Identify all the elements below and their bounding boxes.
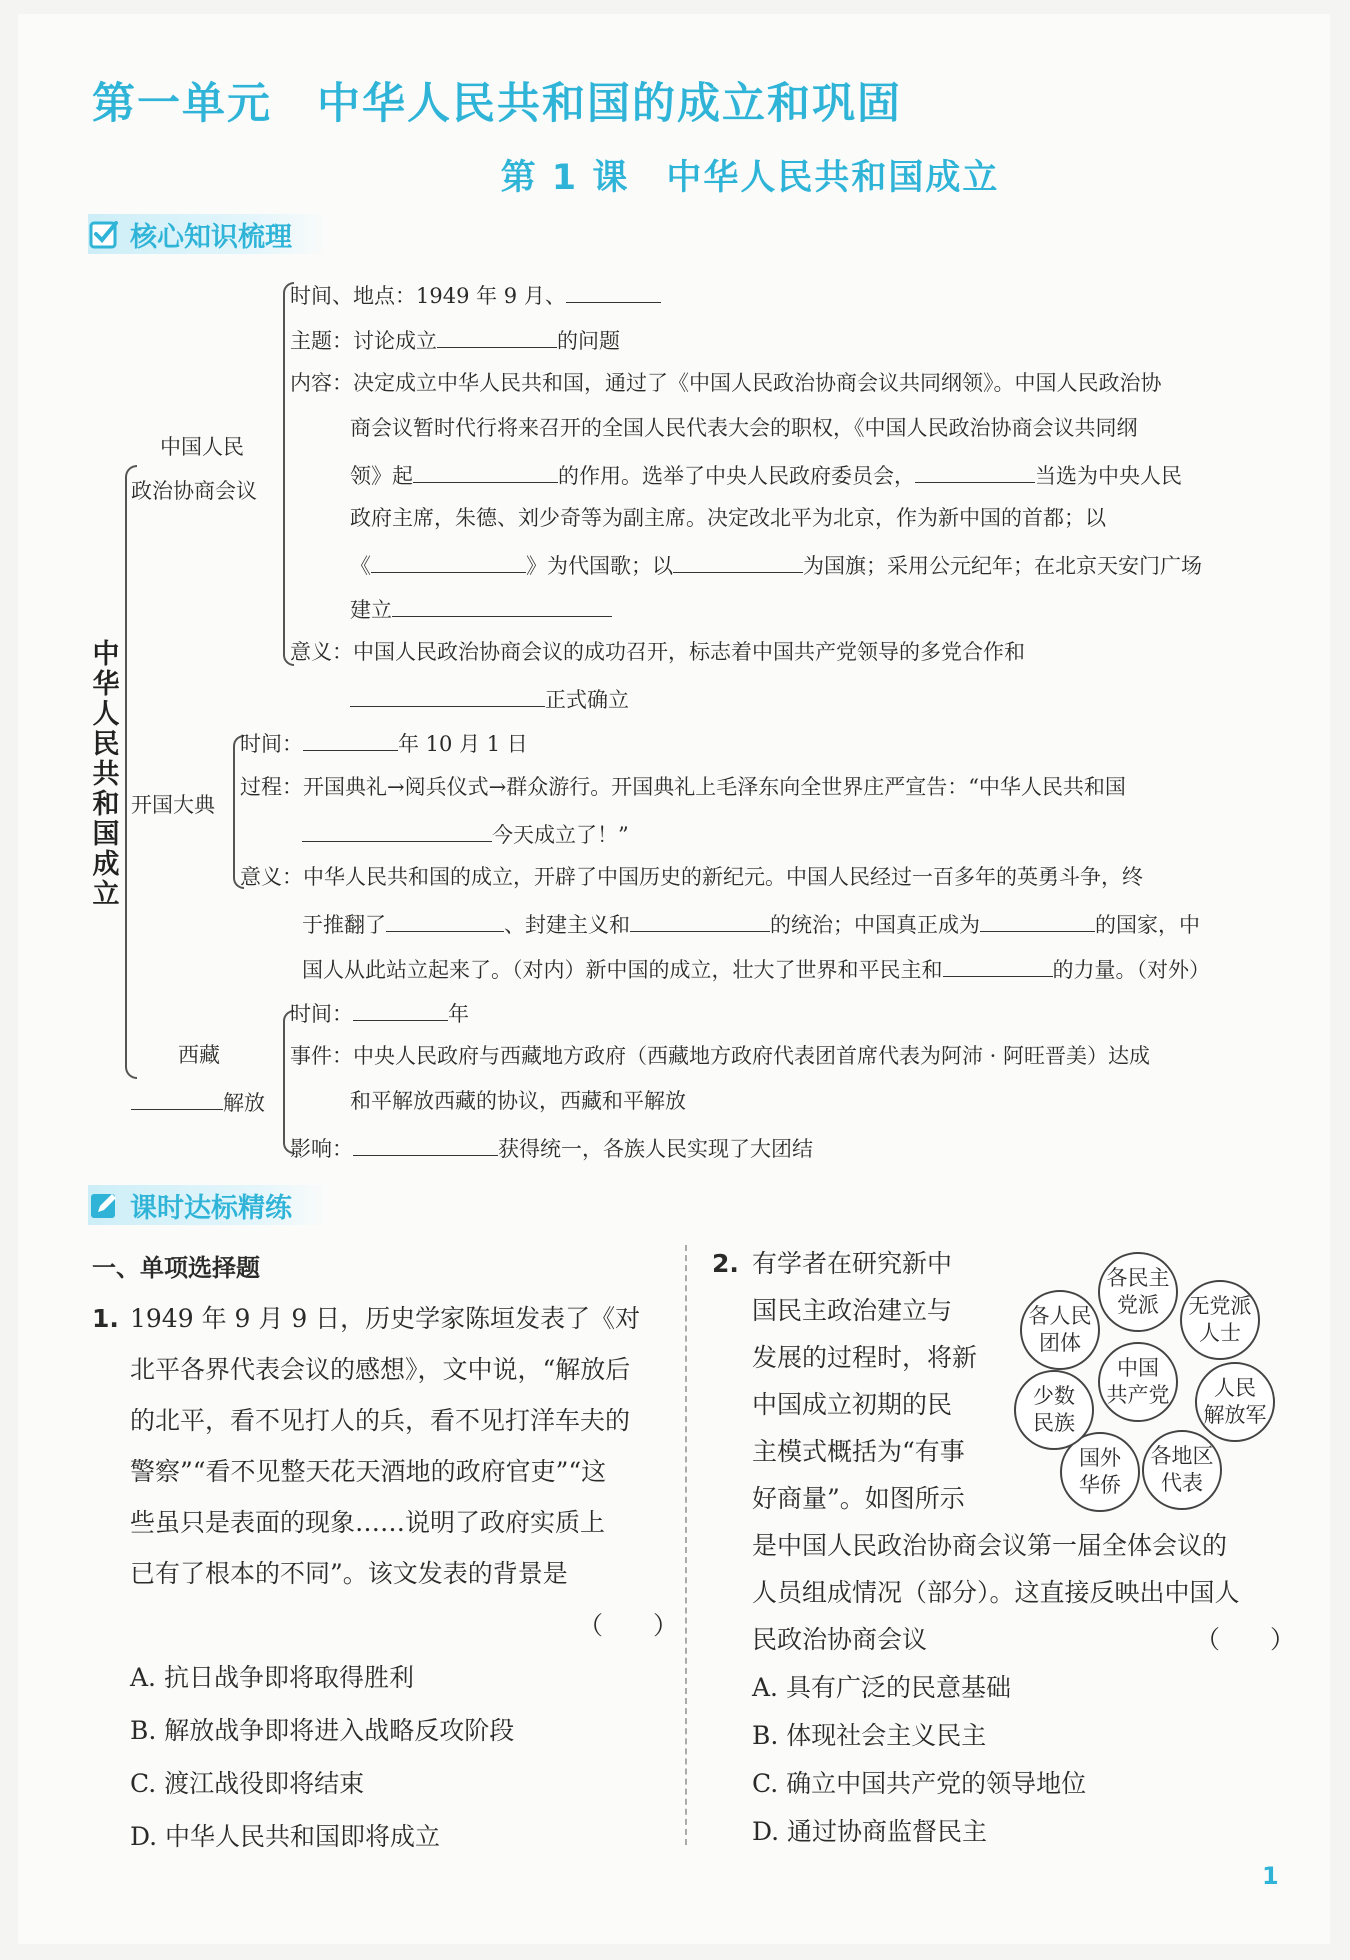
ceremony-process-1: 过程：开国典礼→阅兵仪式→群众游行。开国典礼上毛泽东向全世界庄严宣告：“中华人民共和国 [240, 775, 1126, 799]
cppcc-content-5: 《 》为代国歌；以 为国旗；采用公元纪年；在北京天安门广场 [350, 548, 1202, 581]
q2-stem-narrow: 有学者在研究新中 国民主政治建立与 发展的过程时，将新 中国成立初期的民 主模式概括为“有事 好商量”。如图所示 [752, 1249, 978, 1513]
q1-option-a[interactable]: A. 抗日战争即将取得胜利 [130, 1663, 414, 1692]
checkbox-icon [88, 218, 120, 250]
q1-option-c[interactable]: C. 渡江战役即将结束 [130, 1769, 365, 1798]
node-nonparty: 无党派 人士 [1180, 1280, 1260, 1360]
unit-title: 第一单元 中华人民共和国的成立和巩固 [92, 79, 902, 129]
q2-stem-wide: 是中国人民政治协商会议第一届全体会议的 人员组成情况（部分）。这直接反映出中国人 民政治协商会议 [752, 1531, 1240, 1654]
cppcc-content-3: 领》起 的作用。选举了中央人民政府委员会， 当选为中央人民 [350, 458, 1182, 491]
ceremony-label: 开国大典 [131, 793, 215, 817]
tibet-time: 时间： 年 [290, 996, 469, 1029]
cppcc-meaning-1: 意义：中国人民政治协商会议的成功召开，标志着中国共产党领导的多党合作和 [290, 640, 1025, 664]
q1-answer-paren[interactable]: （ ） [578, 1611, 679, 1640]
pencil-edit-icon [88, 1189, 120, 1221]
cppcc-theme: 主题：讨论成立 的问题 [290, 323, 620, 356]
node-overseas-chinese: 国外 华侨 [1060, 1432, 1140, 1512]
q1-option-d[interactable]: D. 中华人民共和国即将成立 [130, 1822, 441, 1851]
node-regional-reps: 各地区 代表 [1142, 1430, 1222, 1510]
cppcc-content-1: 内容：决定成立中华人民共和国，通过了《中国人民政治协商会议共同纲领》。中国人民政治协 [290, 371, 1162, 395]
ceremony-meaning-3: 国人从此站立起来了。（对内）新中国的成立，壮大了世界和平民主和 的力量。（对外） [302, 952, 1210, 985]
section-label: 核心知识梳理 [130, 221, 292, 253]
q1-number: 1. [92, 1304, 119, 1333]
column-divider [685, 1245, 687, 1845]
cppcc-label-1: 中国人民 [160, 435, 244, 459]
page-number: 1 [1262, 1862, 1279, 1890]
ceremony-process-2: 今天成立了！” [302, 817, 629, 850]
tibet-label-2: 解放 [131, 1085, 265, 1118]
mindmap-root-title: 中华人民共和国成立 [92, 639, 120, 910]
cppcc-meaning-2: 正式确立 [350, 682, 629, 715]
node-pla: 人民 解放军 [1195, 1362, 1275, 1442]
cppcc-content-2: 商会议暂时代行将来召开的全国人民代表大会的职权，《中国人民政治协商会议共同纲 [350, 416, 1138, 440]
q2-number: 2. [712, 1249, 739, 1278]
part-heading: 一、单项选择题 [92, 1254, 260, 1282]
tibet-label-1: 西藏 [178, 1043, 220, 1067]
tibet-event-2: 和平解放西藏的协议，西藏和平解放 [350, 1089, 686, 1113]
q2-option-c[interactable]: C. 确立中国共产党的领导地位 [752, 1769, 1087, 1798]
node-democratic-parties: 各民主 党派 [1098, 1252, 1178, 1332]
node-ethnic-minorities: 少数 民族 [1014, 1370, 1094, 1450]
q2-answer-paren[interactable]: （ ） [1195, 1625, 1296, 1654]
cppcc-content-4: 政府主席，朱德、刘少奇等为副主席。决定改北平为北京，作为新中国的首都；以 [350, 506, 1106, 530]
q2-option-a[interactable]: A. 具有广泛的民意基础 [752, 1673, 1011, 1702]
lesson-title: 第 1 课 中华人民共和国成立 [500, 158, 1000, 198]
ceremony-meaning-2: 于推翻了 、封建主义和 的统治；中国真正成为 的国家，中 [302, 907, 1200, 940]
node-peoples-organizations: 各人民 团体 [1020, 1290, 1100, 1370]
section-header-practice [88, 1185, 328, 1225]
ceremony-meaning-1: 意义：中华人民共和国的成立，开辟了中国历史的新纪元。中国人民经过一百多年的英勇斗争，终 [240, 865, 1143, 889]
cppcc-time: 时间、地点：1949 年 9 月、 [290, 278, 661, 311]
ceremony-time: 时间： 年 10 月 1 日 [240, 726, 528, 759]
cppcc-content-6: 建立 [350, 592, 612, 625]
q1-option-b[interactable]: B. 解放战争即将进入战略反攻阶段 [130, 1716, 515, 1745]
cppcc-label-2: 政治协商会议 [131, 479, 257, 503]
node-cpc-center: 中国 共产党 [1098, 1342, 1178, 1422]
tibet-event-1: 事件：中央人民政府与西藏地方政府（西藏地方政府代表团首席代表为阿沛 · 阿旺晋美）达成 [290, 1044, 1151, 1068]
root-bracket [125, 465, 137, 1079]
section-label: 课时达标精练 [130, 1192, 292, 1224]
q1-stem: 1949 年 9 月 9 日，历史学家陈垣发表了《对 北平各界代表会议的感想》，文中说，“解放后 的北平，看不见打人的兵，看不见打洋车夫的 警察”“看不见整天花天酒地的政府官吏”“这 些虽只是表面的现象……说明了政府实质上 已有了根本的不同”。该文发表的背景是 [130, 1304, 641, 1588]
q2-option-d[interactable]: D. 通过协商监督民主 [752, 1817, 988, 1846]
section-header-core-knowledge [88, 214, 328, 254]
q2-option-b[interactable]: B. 体现社会主义民主 [752, 1721, 987, 1750]
tibet-impact: 影响： 获得统一，各族人民实现了大团结 [290, 1131, 813, 1164]
